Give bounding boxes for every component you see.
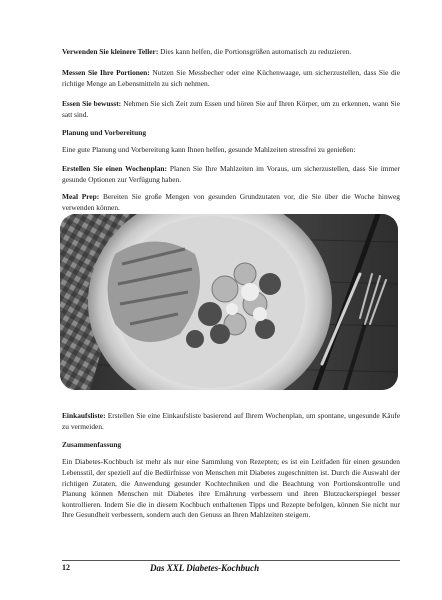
tip-text: Erstellen Sie eine Einkaufsliste basierend auf Ihrem Wochenplan, um spontane, ungesunde Käufe zu vermeiden. bbox=[62, 411, 400, 431]
tip-text: Nutzen Sie Messbecher oder eine Küchenwaage, um sicherzustellen, dass Sie die richtige Menge an Lebensmitteln zu sich nehmen. bbox=[62, 68, 400, 88]
plate-with-chicken-and-vegetables-image bbox=[60, 214, 398, 390]
book-title: Das XXL Diabetes-Kochbuch bbox=[150, 563, 260, 573]
tip-text: Nehmen Sie sich Zeit zum Essen und hören Sie auf Ihren Körper, um zu erkennen, wann Sie satt sind. bbox=[62, 99, 400, 119]
tip-term: Verwenden Sie kleinere Teller: bbox=[62, 47, 159, 57]
tip-weekly-plan bbox=[62, 164, 400, 185]
summary-paragraph: Ein Diabetes-Kochbuch ist mehr als nur eine Sammlung von Rezepten; es ist ein Leitfaden für einen gesunden Lebensstil, der speziell auf die Bedürfnisse von Menschen mit Diabetes zugeschnitten ist. Durch die Auswahl der richtigen Zutaten, die Anwendung gesunder Kochtechniken und die Beachtung von Portionskontrolle und Planung können Menschen mit Diabetes ihre Ernährung verbessern und ihren Blutzuckerspiegel besser kontrollieren. Indem Sie die in diesem Kochbuch enthaltenen Tipps und Rezepte befolgen, können Sie nicht nur Ihre Gesundheit verbessern, sondern auch den Genuss an Ihren Mahlzeiten steigern. bbox=[62, 457, 400, 520]
page-number: 12 bbox=[62, 563, 70, 572]
tip-term: Erstellen Sie einen Wochenplan: bbox=[62, 164, 168, 174]
tip-term: Messen Sie Ihre Portionen: bbox=[62, 68, 150, 78]
tip-small-plates bbox=[62, 47, 400, 58]
tip-text: Dies kann helfen, die Portionsgrößen automatisch zu reduzieren. bbox=[158, 47, 352, 57]
tip-term: Einkaufsliste: bbox=[62, 411, 106, 421]
tip-shopping-list bbox=[62, 411, 400, 432]
tip-meal-prep bbox=[62, 192, 400, 213]
tip-term: Essen Sie bewusst: bbox=[62, 99, 122, 109]
section-heading-summary: Zusammenfassung bbox=[62, 440, 122, 450]
tip-mindful-eating bbox=[62, 99, 400, 120]
food-photo bbox=[60, 214, 398, 390]
tip-measure-portions bbox=[62, 68, 400, 89]
planning-intro: Eine gute Planung und Vorbereitung kann Ihnen helfen, gesunde Mahlzeiten stressfrei zu genießen: bbox=[62, 145, 356, 155]
tip-text: Planen Sie Ihre Mahlzeiten im Voraus, um sicherzustellen, dass Sie immer gesunde Optionen zur Verfügung haben. bbox=[62, 164, 400, 184]
footer-divider bbox=[62, 560, 400, 561]
tip-text: Bereiten Sie große Mengen von gesunden Grundzutaten vor, die Sie über die Woche hinweg verwenden können. bbox=[62, 192, 400, 212]
section-heading-planning: Planung und Vorbereitung bbox=[62, 128, 147, 138]
tip-term: Meal Prep: bbox=[62, 192, 100, 202]
